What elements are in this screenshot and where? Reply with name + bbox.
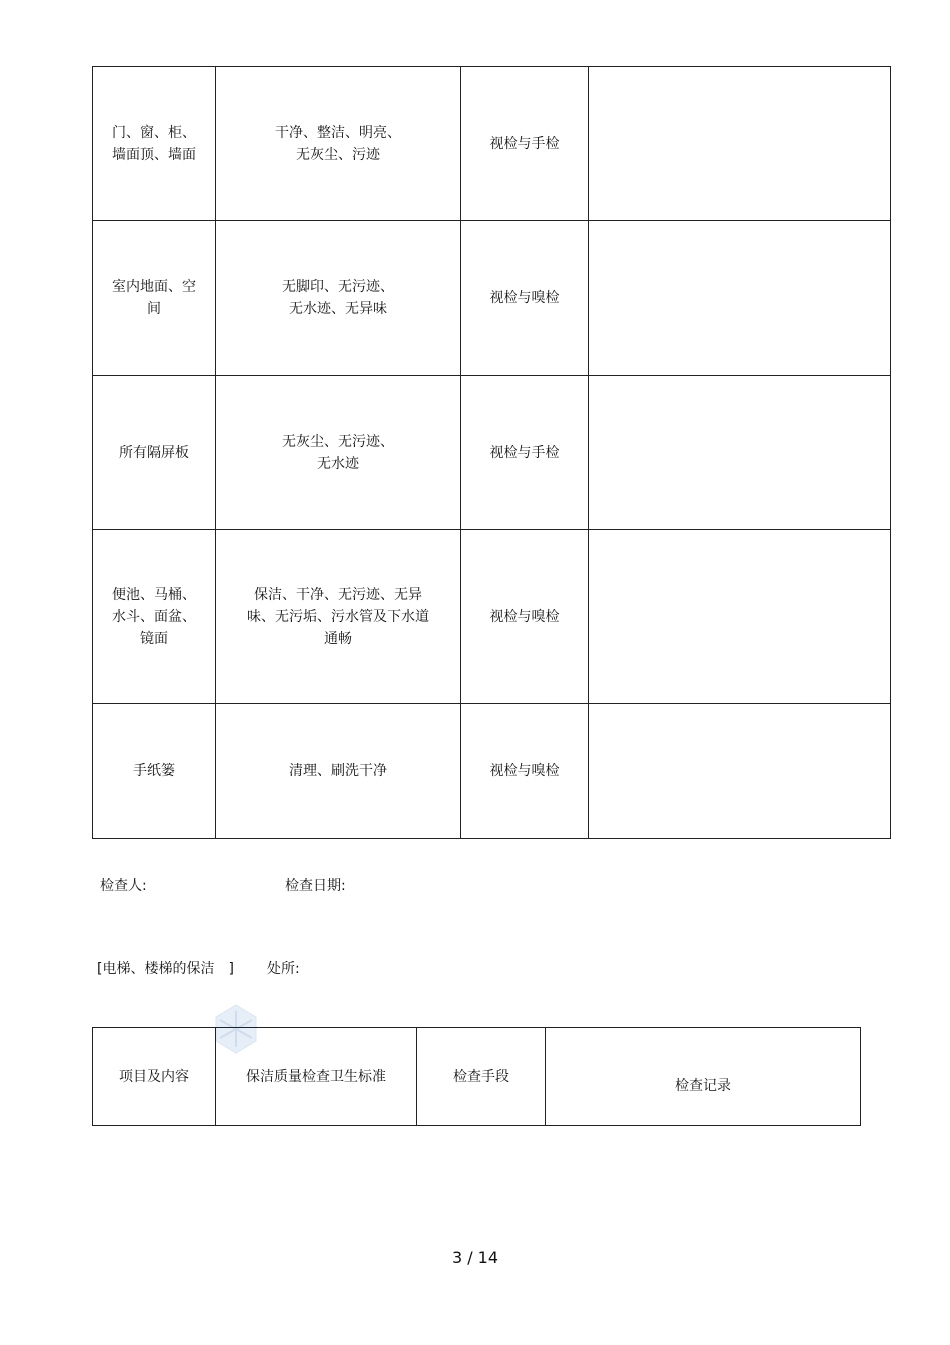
table-header-row: [93, 1028, 861, 1126]
record-cell[interactable]: [589, 221, 891, 376]
standard-cell: [216, 376, 461, 530]
page-number: 3 / 14: [451, 1248, 499, 1267]
record-cell[interactable]: [589, 67, 891, 221]
standard-cell-line: 味、无污垢、污水管及下水道: [247, 608, 429, 625]
standard-cell-line: 无灰尘、污迹: [296, 146, 380, 163]
header-standard: 保洁质量检查卫生标准: [216, 1028, 417, 1126]
method-cell: 视检与手检: [461, 67, 589, 221]
standard-cell: [216, 67, 461, 221]
standard-cell-line: 保洁、干净、无污迹、无异: [254, 586, 422, 603]
record-cell[interactable]: [589, 376, 891, 530]
item-cell-line: 门、窗、柜、: [112, 124, 196, 141]
standard-cell: [216, 530, 461, 704]
item-cell: [93, 704, 216, 839]
inspection-table-1-body: [93, 67, 891, 839]
method-cell: 视检与嗅检: [461, 704, 589, 839]
record-cell[interactable]: [589, 704, 891, 839]
section-title: [电梯、楼梯的保洁 ]: [97, 961, 234, 977]
item-cell: [93, 221, 216, 376]
table-row: [93, 376, 891, 530]
standard-cell-line: 无灰尘、无污迹、: [282, 433, 394, 450]
method-cell: 视检与手检: [461, 376, 589, 530]
standard-cell-line: 干净、整洁、明亮、: [275, 124, 401, 141]
table-row: [93, 704, 891, 839]
inspection-table-1: [92, 66, 891, 839]
item-cell-line: 室内地面、空: [112, 279, 196, 295]
header-item: 项目及内容: [93, 1028, 216, 1126]
standard-cell-line: 无水迹: [317, 455, 359, 472]
item-cell-line: 所有隔屏板: [119, 444, 189, 461]
item-cell-line: 水斗、面盆、: [112, 608, 196, 625]
item-cell: [93, 530, 216, 704]
table-row: [93, 530, 891, 704]
item-cell-line: 手纸篓: [133, 763, 175, 779]
item-cell-line: 间: [147, 301, 161, 317]
method-cell: 视检与嗅检: [461, 530, 589, 704]
inspection-table-2: [92, 1027, 861, 1126]
header-method: 检查手段: [417, 1028, 546, 1126]
standard-cell-line: 清理、刷洗干净: [289, 763, 387, 779]
item-cell: [93, 67, 216, 221]
method-cell: 视检与嗅检: [461, 221, 589, 376]
standard-cell-line: 通畅: [324, 630, 352, 647]
record-cell[interactable]: [589, 530, 891, 704]
inspector-label: 检查人:: [100, 878, 147, 894]
item-cell: [93, 376, 216, 530]
item-cell-line: 墙面顶、墙面: [112, 146, 196, 163]
item-cell-line: 便池、马桶、: [112, 586, 196, 603]
header-record: 检查记录: [546, 1028, 861, 1126]
standard-cell-line: 无水迹、无异味: [289, 301, 387, 317]
table-row: [93, 67, 891, 221]
location-label: 处所:: [267, 961, 300, 977]
item-cell-line: 镜面: [140, 630, 168, 647]
standard-cell: [216, 704, 461, 839]
standard-cell: [216, 221, 461, 376]
inspection-date-label: 检查日期:: [285, 878, 346, 894]
standard-cell-line: 无脚印、无污迹、: [282, 279, 394, 295]
table-row: [93, 221, 891, 376]
